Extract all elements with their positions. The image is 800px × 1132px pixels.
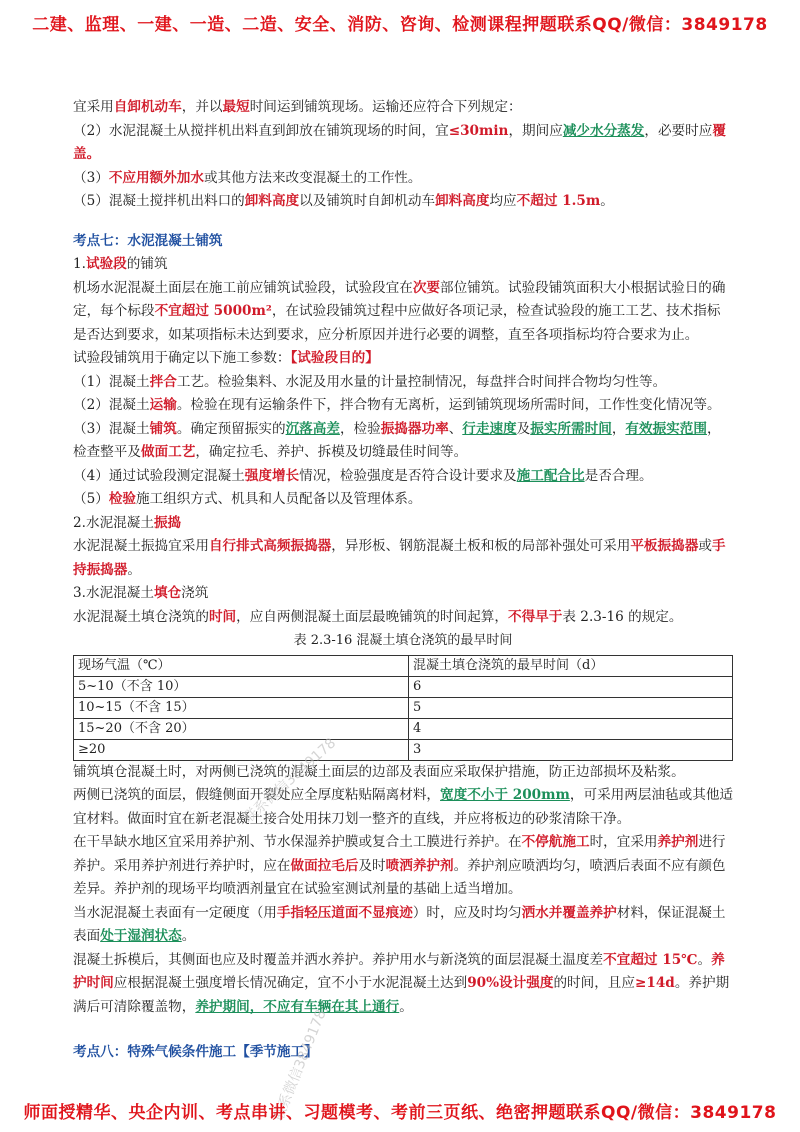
watering-paragraph: 当水泥混凝土表面有一定硬度（用手指轻压道面不显痕迹）时，应及时均匀洒水并覆盖养护材料，保证混凝土表面处于湿润状态。 <box>73 904 726 944</box>
table-row <box>74 676 733 697</box>
table-header-cell: 现场气温（℃） <box>74 655 409 676</box>
trial-item-4: （4）通过试验段测定混凝土强度增长情况，检验强度是否符合设计要求及施工配合比是否合理。 <box>73 467 653 484</box>
table-cell: ≥20 <box>74 739 409 760</box>
table-cell: 3 <box>409 739 733 760</box>
table-header-row <box>74 655 733 676</box>
transport-line-3: （3）不应用额外加水或其他方法来改变混凝土的工作性。 <box>73 169 422 186</box>
isolation-paragraph: 两侧已浇筑的面层，假缝侧面开裂处应全厚度粘贴隔离材料，宽度不小于 200mm，可采用两层油毡或其他适宜材料。做面时宜在新老混凝土接合处用抹刀划一整齐的直线，并应将板边的砂浆清除干净。 <box>73 787 734 827</box>
subsection-title-1: 1.试验段的铺筑 <box>73 256 168 272</box>
watermark-text: 联系微信3849178 <box>270 1007 330 1124</box>
infill-protection-paragraph: 铺筑填仓混凝土时，对两侧已浇筑的混凝土面层的边部及表面应采取保护措施，防正边部损坏及粘浆。 <box>73 763 685 780</box>
section-heading-8: 考点八：特殊气候条件施工【季节施工】 <box>73 1044 318 1060</box>
transport-line-1: 宜采用自卸机动车，并以最短时间运到铺筑现场。运输还应符合下列规定： <box>73 99 522 115</box>
trial-item-3: （3）混凝土铺筑。确定预留振实的沉落高差，检验振捣器功率、行走速度及振实所需时间，有效振实范围，检查整平及做面工艺，确定拉毛、养护、拆模及切缝最佳时间等。 <box>73 420 721 460</box>
curing-agent-paragraph: 在干旱缺水地区宜采用养护剂、节水保湿养护膜或复合土工膜进行养护。在不停航施工时，宜采用养护剂进行养护。采用养护剂进行养护时，应在做面拉毛后及时喷洒养护剂。养护剂应喷洒均匀，喷洒后表面不应有颜色差异。养护剂的现场平均喷洒剂量宜在试验室测试剂量的基础上适当增加。 <box>73 834 726 897</box>
table-cell: 5 <box>409 697 733 718</box>
transport-line-4: （5）混凝土搅拌机出料口的卸料高度以及铺筑时自卸机动车卸料高度均应不超过 1.5m。 <box>73 193 614 209</box>
subsection-title-3: 3.水泥混凝土填仓浇筑 <box>73 585 209 601</box>
trial-purpose-intro: 试验段铺筑用于确定以下施工参数：【试验段目的】 <box>73 350 379 366</box>
bottom-contact-banner: 师面授精华、央企内训、考点串讲、习题模考、考前三页纸、绝密押题联系QQ/微信：3849178 <box>23 1103 777 1123</box>
document-body <box>73 96 733 1065</box>
transport-line-2: （2）水泥混凝土从搅拌机出料直到卸放在铺筑现场的时间，宜≤30min，期间应减少水分蒸发，必要时应覆盖。 <box>73 122 726 162</box>
table-cell: 4 <box>409 718 733 739</box>
top-contact-banner: 二建、监理、一建、一造、二造、安全、消防、咨询、检测课程押题联系QQ/微信：3849178 <box>32 15 768 35</box>
table-row <box>74 739 733 760</box>
table-row <box>74 718 733 739</box>
section-heading-7: 考点七：水泥混凝土铺筑 <box>73 232 223 249</box>
table-caption: 表 2.3-16 混凝土填仓浇筑的最早时间 <box>293 633 513 648</box>
table-cell: 10~15（不含 15） <box>74 697 409 718</box>
table-cell: 6 <box>409 676 733 697</box>
trial-section-paragraph: 机场水泥混凝土面层在施工前应铺筑试验段，试验段宜在次要部位铺筑。试验段铺筑面积大小根据试验日的确定，每个标段不宜超过 5000m²，在试验段铺筑过程中应做好各项记录，检查试验段的施工工艺、技术指标是否达到要求，如某项指标未达到要求，应分析原因并进行必要的调整，直至各项指标均符合要求为止。 <box>73 279 726 343</box>
watermark-text: 联系微信3849178 <box>240 735 340 827</box>
curing-time-paragraph: 混凝土拆模后，其侧面也应及时覆盖并洒水养护。养护用水与新浇筑的面层混凝土温度差不宜超过 15℃。养护时间应根据混凝土强度增长情况确定，宜不小于水泥混凝土达到90%设计强度的时间，且应≥14d。养护期满后可清除覆盖物，养护期间，不应有车辆在其上通行。 <box>73 951 730 1015</box>
trial-item-2: （2）混凝土运输。检验在现有运输条件下，拌合物有无离析，运到铺筑现场所需时间，工作性变化情况等。 <box>73 397 721 413</box>
infill-paragraph: 水泥混凝土填仓浇筑的时间，应自两侧混凝土面层最晚铺筑的时间起算，不得早于表 2.3-16 的规定。 <box>73 608 683 625</box>
trial-item-5: （5）检验施工组织方式、机具和人员配备以及管理体系。 <box>73 491 422 507</box>
subsection-title-2: 2.水泥混凝土振捣 <box>73 514 182 531</box>
table-row <box>74 697 733 718</box>
table-header-cell: 混凝土填仓浇筑的最早时间（d） <box>409 655 733 676</box>
vibration-paragraph: 水泥混凝土振捣宜采用自行排式高频振捣器，异形板、钢筋混凝土板和板的局部补强处可采用平板振捣器或手持振捣器。 <box>73 538 726 578</box>
infill-time-table <box>73 655 733 761</box>
trial-item-1: （1）混凝土拌合工艺。检验集料、水泥及用水量的计量控制情况，每盘拌合时间拌合物均匀性等。 <box>73 373 667 390</box>
table-cell: 15~20（不含 20） <box>74 718 409 739</box>
table-cell: 5~10（不含 10） <box>74 676 409 697</box>
